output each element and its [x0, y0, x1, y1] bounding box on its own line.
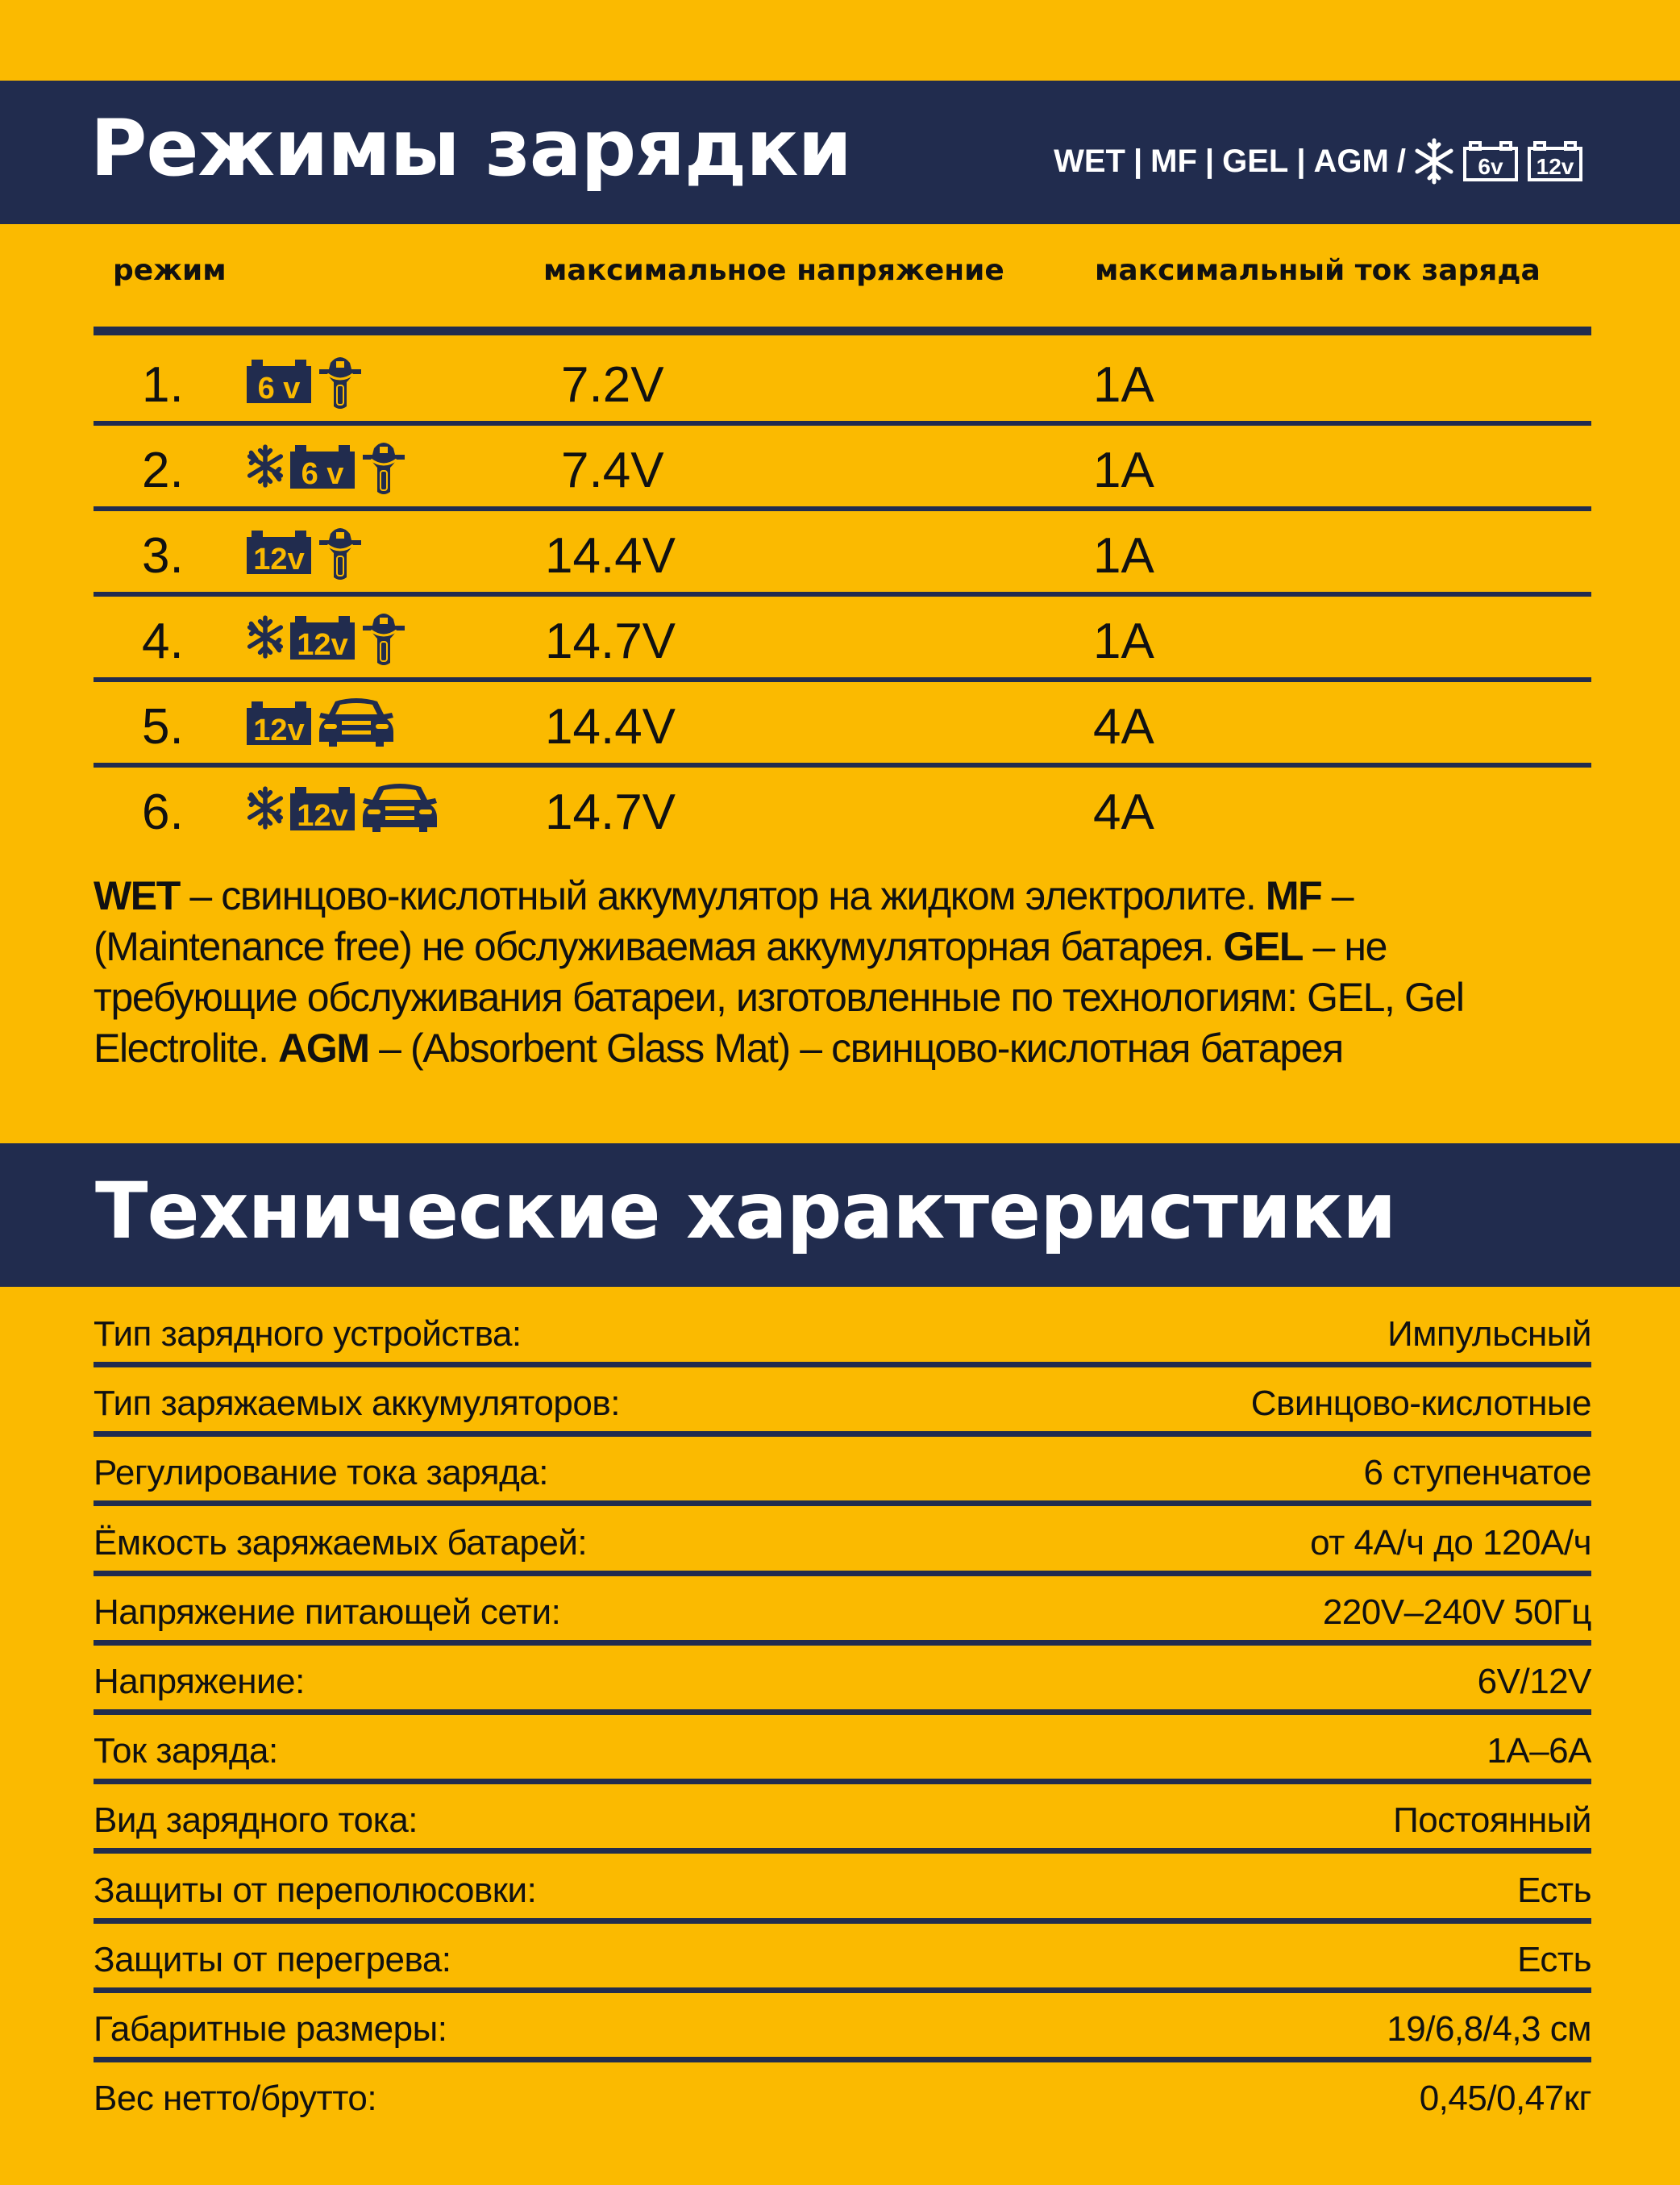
svg-text:12v: 12v	[297, 628, 348, 660]
row-divider	[94, 1918, 1591, 1924]
spec-row	[94, 1646, 1591, 1715]
term-agm: AGM	[278, 1026, 369, 1071]
spec-value: 0,45/0,47кг	[1419, 2079, 1591, 2119]
spec-row	[94, 1715, 1591, 1784]
motorcycle-icon	[318, 522, 363, 581]
row-divider	[94, 1500, 1591, 1506]
mode-max-current: 4A	[1093, 699, 1154, 755]
mode-max-voltage: 14.7V	[545, 785, 676, 840]
mode-number: 2.	[142, 443, 184, 498]
battery-12v-outline-icon	[1527, 140, 1583, 182]
spec-row	[94, 1784, 1591, 1854]
mode-max-current: 1A	[1093, 528, 1154, 584]
row-divider	[94, 1709, 1591, 1715]
svg-text:6 v: 6 v	[301, 457, 344, 489]
mode-max-voltage: 14.7V	[545, 614, 676, 669]
spec-label: Тип зарядного устройства:	[94, 1314, 522, 1354]
spec-value: от 4А/ч до 120А/ч	[1310, 1522, 1591, 1563]
snowflake-icon	[247, 443, 284, 489]
spec-label: Регулирование тока заряда:	[94, 1453, 548, 1493]
svg-text:12v: 12v	[253, 543, 305, 574]
separator: |	[1133, 143, 1143, 179]
battery-type-wet: WET	[1054, 143, 1125, 179]
mode-number: 3.	[142, 528, 184, 584]
column-header-max-current: максимальный ток заряда	[1095, 254, 1541, 287]
spec-label: Вес нетто/брутто:	[94, 2079, 377, 2119]
mode-max-voltage: 14.4V	[545, 528, 676, 584]
snowflake-icon	[247, 614, 284, 660]
battery-type-mf: MF	[1150, 143, 1197, 179]
spec-label: Напряжение питающей сети:	[94, 1592, 561, 1632]
spec-value: Постоянный	[1393, 1800, 1591, 1841]
definition-agm: – (Absorbent Glass Mat) – свинцово-кислотная батарея	[368, 1026, 1343, 1071]
battery-6v-icon	[290, 443, 355, 489]
spec-value: Импульсный	[1387, 1314, 1591, 1354]
mode-max-voltage: 7.4V	[561, 443, 664, 498]
mode-max-current: 4A	[1093, 785, 1154, 840]
separator: |	[1204, 143, 1215, 179]
battery-12v-icon	[290, 614, 355, 660]
battery-12v-icon	[247, 700, 311, 745]
spec-row	[94, 1924, 1591, 1993]
mode-icons	[247, 605, 406, 669]
spec-row	[94, 1576, 1591, 1646]
spec-value: 6 ступенчатое	[1363, 1453, 1591, 1493]
battery-12v-icon	[290, 785, 355, 830]
motorcycle-icon	[318, 352, 363, 410]
mode-icons	[247, 434, 406, 498]
battery-types-description	[94, 871, 1593, 1074]
spec-label: Тип заряжаемых аккумуляторов:	[94, 1384, 620, 1424]
mode-icons	[247, 690, 395, 755]
battery-12v-icon	[247, 529, 311, 574]
row-divider	[94, 1431, 1591, 1437]
mode-number: 1.	[142, 357, 184, 413]
row-divider	[94, 2057, 1591, 2062]
snowflake-icon	[1414, 137, 1454, 185]
mode-row	[94, 766, 1591, 851]
motorcycle-icon	[361, 437, 406, 495]
svg-text:6v: 6v	[1478, 154, 1503, 179]
spec-value: 1A–6A	[1487, 1731, 1591, 1771]
column-header-mode: режим	[113, 254, 227, 287]
spec-label: Вид зарядного тока:	[94, 1800, 418, 1841]
mode-row	[94, 424, 1591, 510]
row-divider	[94, 1640, 1591, 1646]
mode-max-current: 1A	[1093, 614, 1154, 669]
spec-label: Защиты от переполюсовки:	[94, 1870, 537, 1910]
battery-6v-outline-icon	[1462, 140, 1519, 182]
definition-gel: – не требующие обслуживания батареи, изготовленные по технологиям: GEL, Gel Electrolite.	[94, 924, 1464, 1071]
row-divider	[94, 1779, 1591, 1784]
mode-number: 4.	[142, 614, 184, 669]
spec-row	[94, 2062, 1591, 2132]
mode-max-current: 1A	[1093, 357, 1154, 413]
definition-mf: – (Maintenance free) не обслуживаемая аккумуляторная батарея.	[94, 873, 1354, 969]
spec-value: Есть	[1517, 1870, 1591, 1910]
spec-value: 6V/12V	[1477, 1662, 1591, 1701]
car-icon	[361, 782, 439, 834]
term-mf: MF	[1265, 873, 1322, 918]
spec-label: Ёмкость заряжаемых батарей:	[94, 1522, 588, 1563]
spec-value: Есть	[1517, 1939, 1591, 1979]
spec-row	[94, 1298, 1591, 1367]
spec-row	[94, 1437, 1591, 1506]
term-wet: WET	[94, 873, 180, 918]
mode-row	[94, 339, 1591, 424]
spec-label: Габаритные размеры:	[94, 2009, 447, 2049]
svg-text:12v: 12v	[1536, 154, 1574, 179]
motorcycle-icon	[361, 608, 406, 666]
slash: /	[1396, 143, 1406, 179]
spec-label: Защиты от перегрева:	[94, 1939, 451, 1979]
mode-icons	[247, 776, 439, 840]
charging-modes-title: Режимы зарядки	[90, 103, 851, 194]
spec-row	[94, 1993, 1591, 2062]
mode-row	[94, 680, 1591, 766]
mode-row	[94, 595, 1591, 680]
svg-text:12v: 12v	[253, 714, 305, 745]
car-icon	[318, 697, 395, 748]
definition-wet: – свинцово-кислотный аккумулятор на жидком электролите.	[179, 873, 1266, 918]
spec-value: 19/6,8/4,3 см	[1387, 2009, 1591, 2049]
row-divider	[94, 1848, 1591, 1854]
battery-6v-icon	[247, 358, 311, 403]
battery-type-agm: AGM	[1313, 143, 1389, 179]
mode-max-voltage: 7.2V	[561, 357, 664, 413]
svg-text:12v: 12v	[297, 799, 348, 830]
mode-max-current: 1A	[1093, 443, 1154, 498]
mode-number: 6.	[142, 785, 184, 840]
mode-number: 5.	[142, 699, 184, 755]
spec-row	[94, 1854, 1591, 1924]
svg-text:6 v: 6 v	[257, 372, 301, 403]
snowflake-icon	[247, 785, 284, 830]
specifications-title: Технические характеристики	[95, 1166, 1396, 1256]
row-divider	[94, 1987, 1591, 1993]
row-divider	[94, 1571, 1591, 1576]
spec-row	[94, 1507, 1591, 1576]
spec-row	[94, 1367, 1591, 1437]
table-header-divider	[94, 327, 1591, 335]
mode-max-voltage: 14.4V	[545, 699, 676, 755]
row-divider	[94, 1362, 1591, 1367]
battery-types-legend	[1054, 137, 1583, 185]
column-header-max-voltage: максимальное напряжение	[543, 254, 1004, 287]
spec-value: 220V–240V 50Гц	[1322, 1592, 1591, 1632]
term-gel: GEL	[1223, 924, 1304, 969]
battery-type-gel: GEL	[1222, 143, 1289, 179]
spec-label: Напряжение:	[94, 1662, 305, 1701]
mode-icons	[247, 519, 363, 584]
mode-icons	[247, 348, 363, 413]
separator: |	[1296, 143, 1306, 179]
spec-label: Ток заряда:	[94, 1731, 278, 1771]
mode-row	[94, 510, 1591, 595]
spec-value: Свинцово-кислотные	[1250, 1384, 1591, 1424]
